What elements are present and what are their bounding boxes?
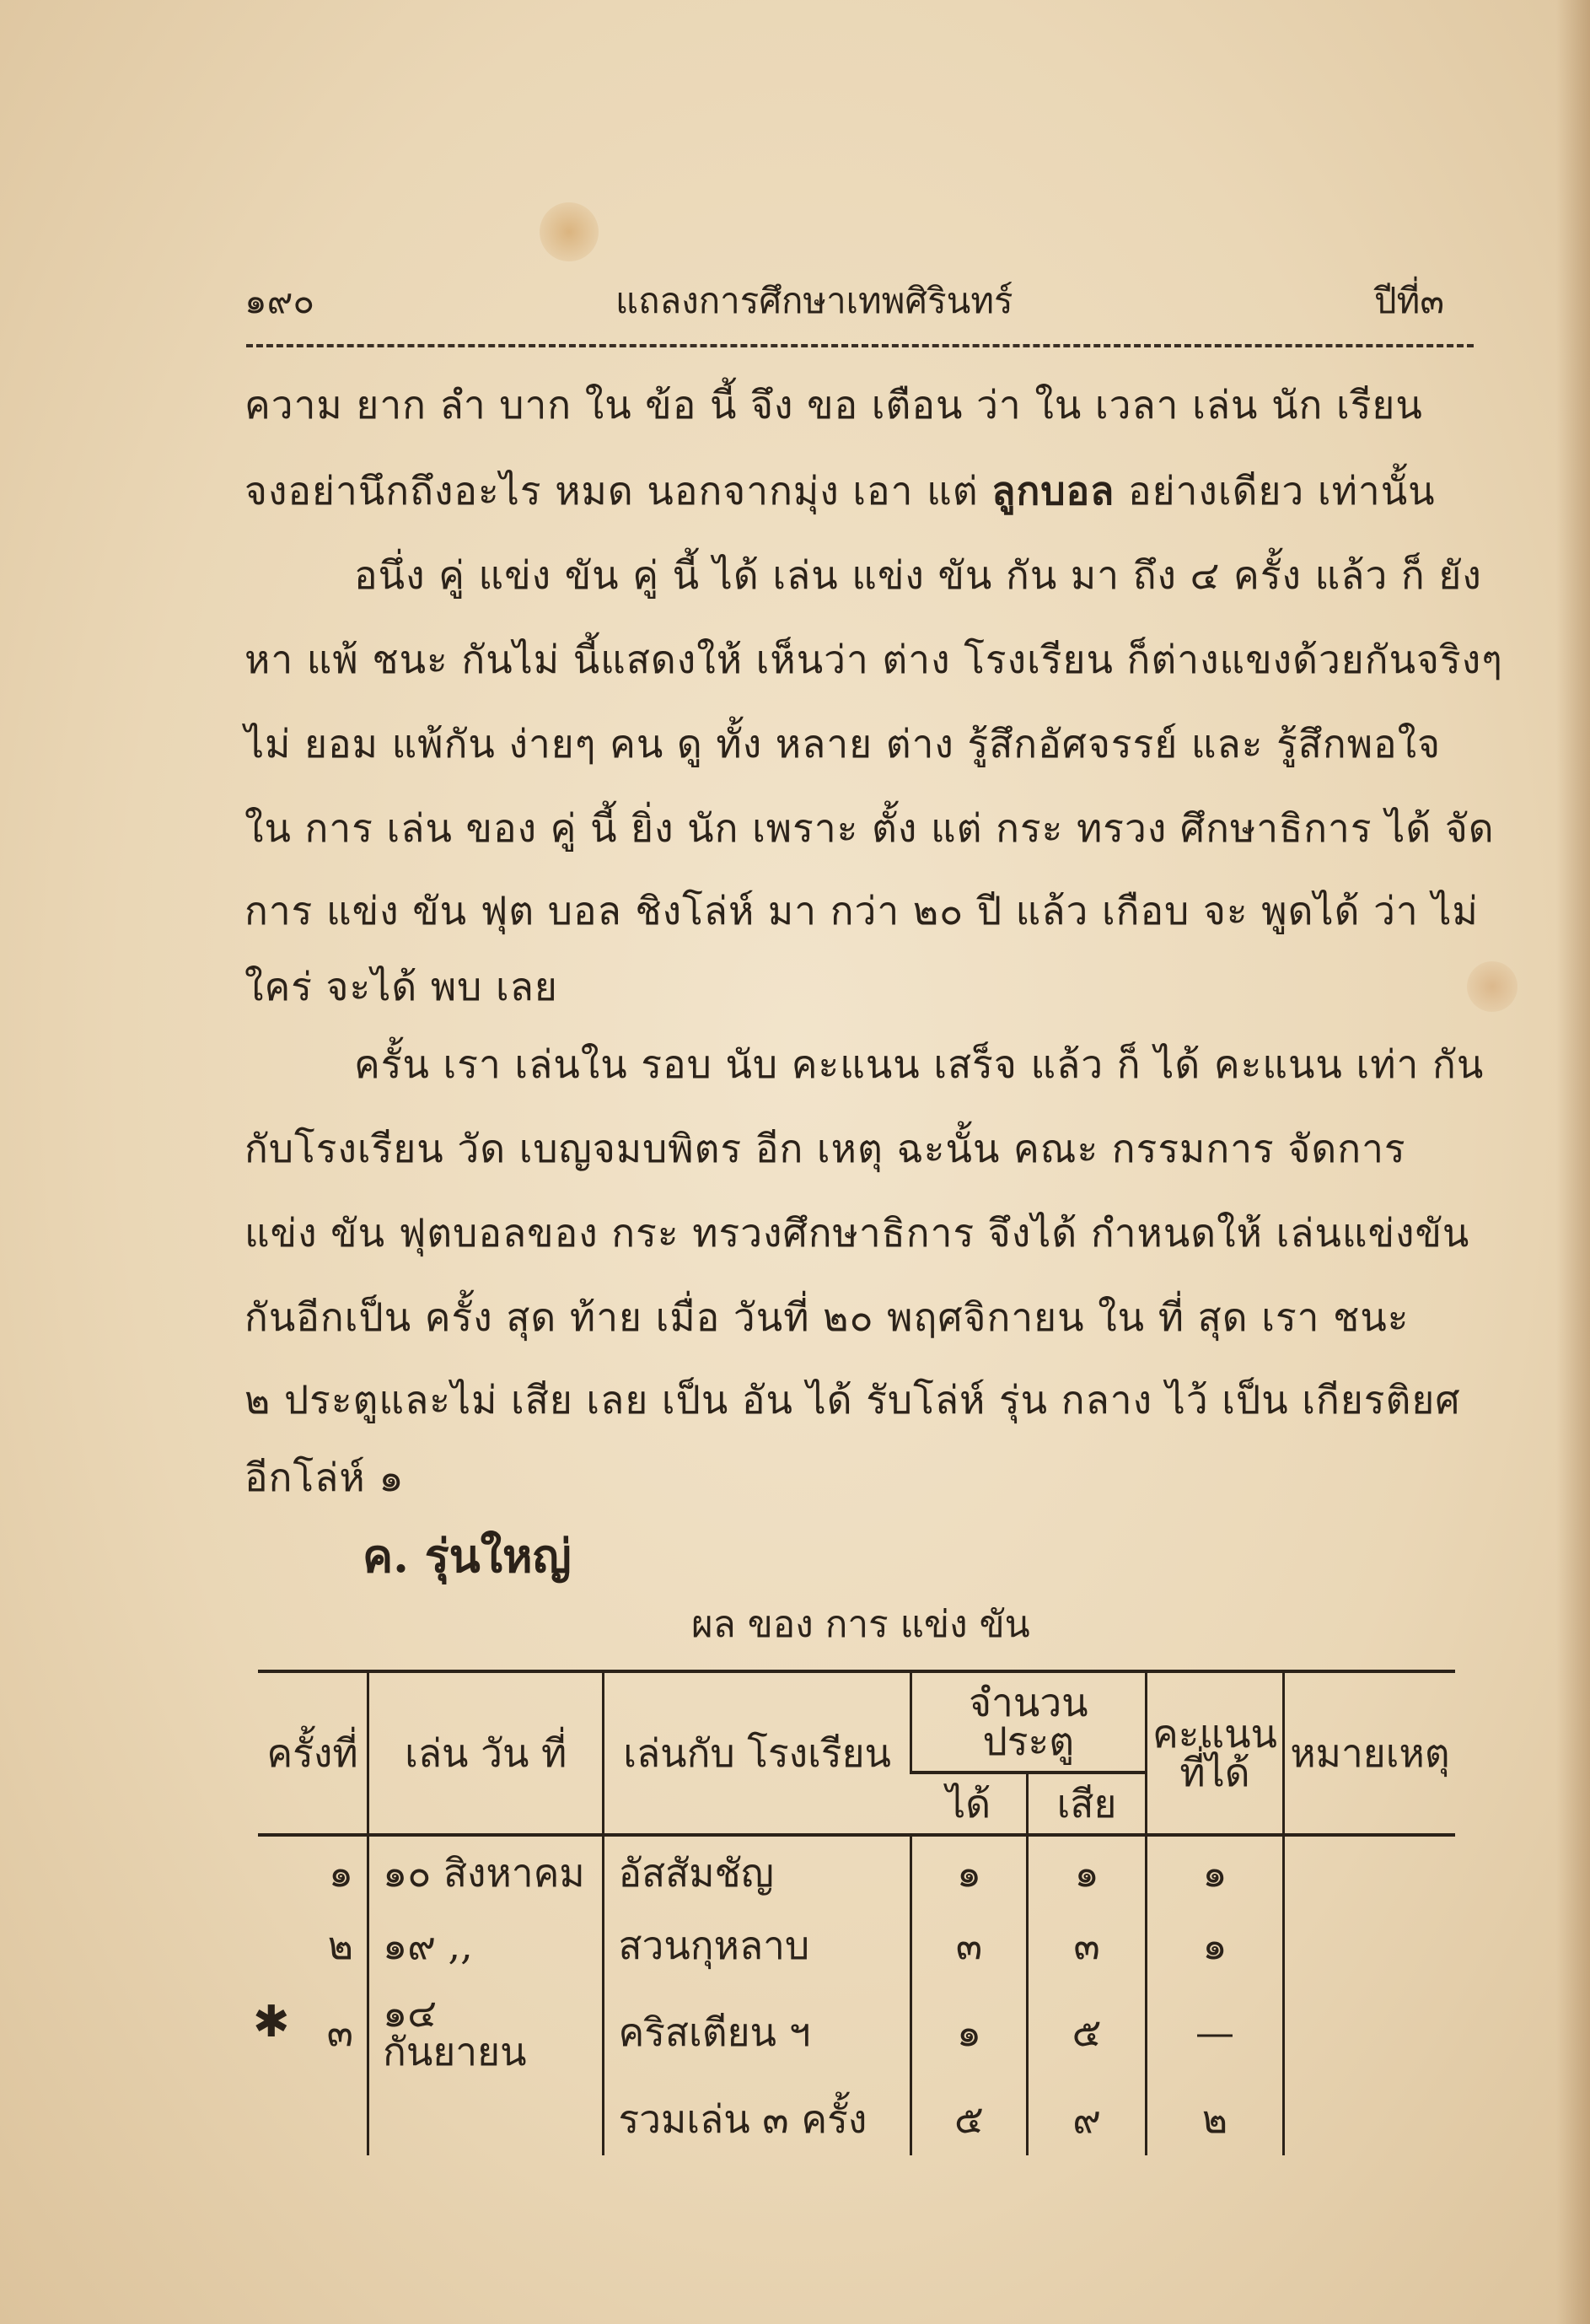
text-line: กับโรงเรียน วัด เบญจมบพิตร อีก เหตุ ฉะนั้น คณะ กรรมการ จัดการ — [244, 1126, 1406, 1171]
text-segment: จงอย่านึกถึงอะไร หมด นอกจากมุ่ง เอา แต่ — [244, 468, 979, 514]
header-goals-against: เสีย — [1028, 1773, 1147, 1835]
text-line: หา แพ้ ชนะ กันไม่ นี้แสดงให้ เห็นว่า ต่าง โรงเรียน ก็ต่างแขงด้วยกันจริงๆ — [244, 637, 1503, 682]
text-line — [244, 457, 1475, 525]
text-line: ความ ยาก ลำ บาก ใน ข้อ นี้ จึง ขอ เตือน ว่า ใน เวลา เล่น นัก เรียน — [244, 382, 1423, 428]
cell-round: ๑ — [328, 1850, 354, 1896]
cell-opponent: อัสสัมชัญ — [604, 1835, 910, 1909]
text-line: ใคร่ จะได้ พบ เลย — [244, 964, 558, 1009]
bold-word: ลูกบอล — [991, 468, 1115, 514]
header-opponent: เล่นกับ โรงเรียน — [604, 1671, 910, 1835]
cell-remarks — [1284, 1909, 1456, 1982]
header-remarks: หมายเหตุ — [1284, 1671, 1456, 1835]
cell-goals-against: ๑ — [1028, 1835, 1147, 1909]
cell-goals-for: ๑ — [910, 1982, 1027, 2083]
stain — [540, 202, 599, 261]
header-points: คะแนน ที่ได้ — [1146, 1671, 1283, 1835]
text-line: ใน การ เล่น ของ คู่ นี้ ยิ่ง นัก เพราะ ตั้ง แต่ กระ ทรวง ศึกษาธิการ ได้ จัด — [244, 805, 1495, 851]
cell-round — [258, 2083, 368, 2155]
cell-date — [368, 2083, 604, 2155]
results-table — [258, 1670, 1455, 2155]
running-header — [244, 272, 1475, 331]
cell-points-total: ๒ — [1146, 2083, 1283, 2155]
header-goals-for: ได้ — [910, 1773, 1027, 1835]
cell-opponent: สวนกุหลาบ — [604, 1909, 910, 1982]
text-line: แข่ง ขัน ฟุตบอลของ กระ ทรวงศึกษาธิการ จึงได้ กำหนดให้ เล่นแข่งขัน — [244, 1210, 1470, 1256]
cell-goals-against: ๕ — [1028, 1982, 1147, 2083]
cell-points: — — [1146, 1982, 1283, 2083]
header-date: เล่น วัน ที่ — [368, 1671, 604, 1835]
page-number: ๑๙๐ — [244, 280, 315, 321]
header-goals: จำนวน ประตู — [910, 1671, 1146, 1773]
cell-goals-against: ๓ — [1028, 1909, 1147, 1982]
header-round: ครั้งที่ — [258, 1671, 368, 1835]
cell-goals-for: ๓ — [910, 1909, 1027, 1982]
cell-date: ๑๔ กันยายน — [368, 1982, 604, 2083]
cell-remarks — [1284, 1982, 1456, 2083]
cell-goals-for-total: ๕ — [910, 2083, 1027, 2155]
journal-title: แถลงการศึกษาเทพศิรินทร์ — [615, 280, 1013, 321]
cell-points: ๑ — [1146, 1835, 1283, 1909]
table-row — [258, 1835, 1455, 1909]
cell-points: ๑ — [1146, 1909, 1283, 1982]
asterisk-mark: ✱ — [253, 1997, 290, 2047]
text-segment: อย่างเดียว เท่านั้น — [1127, 468, 1436, 514]
cell-round: ๒ — [327, 1923, 354, 1968]
page-edge-shadow — [1556, 0, 1590, 2324]
cell-remarks — [1284, 2083, 1456, 2155]
table-row-total — [258, 2083, 1455, 2155]
text-line: ไม่ ยอม แพ้กัน ง่ายๆ คน ดู ทั้ง หลาย ต่าง รู้สึกอัศจรรย์ และ รู้สึกพอใจ — [244, 721, 1442, 767]
header-rule — [246, 344, 1474, 347]
cell-date: ๑๐ สิงหาคม — [368, 1835, 604, 1909]
table-row — [258, 1982, 1455, 2083]
text-line: อนึ่ง คู่ แข่ง ขัน คู่ นี้ ได้ เล่น แข่ง ขัน กัน มา ถึง ๔ ครั้ง แล้ว ก็ ยัง — [354, 552, 1482, 598]
text-line: การ แข่ง ขัน ฟุต บอล ชิงโล่ห์ มา กว่า ๒๐ ปี แล้ว เกือบ จะ พูดได้ ว่า ไม่ — [244, 888, 1479, 933]
cell-goals-for: ๑ — [910, 1835, 1027, 1909]
table-row — [258, 1909, 1455, 1982]
volume-year: ปีที่๓ — [1374, 280, 1445, 321]
cell-round: ๓ — [326, 2009, 354, 2055]
text-line: กันอีกเป็น ครั้ง สุด ท้าย เมื่อ วันที่ ๒๐ พฤศจิกายน ใน ที่ สุด เรา ชนะ — [244, 1294, 1410, 1340]
table-title: ผล ของ การ แข่ง ขัน — [691, 1603, 1030, 1646]
text-line: อีกโล่ห์ ๑ — [244, 1455, 405, 1500]
cell-goals-against-total: ๙ — [1028, 2083, 1147, 2155]
text-line: ๒ ประตูและไม่ เสีย เลย เป็น อัน ได้ รับโล่ห์ รุ่น กลาง ไว้ เป็น เกียรติยศ — [244, 1377, 1461, 1423]
cell-total-label: รวมเล่น ๓ ครั้ง — [604, 2083, 910, 2155]
cell-date: ๑๙ ,, — [368, 1909, 604, 1982]
cell-remarks — [1284, 1835, 1456, 1909]
cell-opponent: คริสเตียน ฯ — [604, 1982, 910, 2083]
section-heading: ค. รุ่นใหญ่ — [363, 1529, 572, 1583]
text-line: ครั้น เรา เล่นใน รอบ นับ คะแนน เสร็จ แล้ว ก็ ได้ คะแนน เท่า กัน — [354, 1041, 1485, 1087]
